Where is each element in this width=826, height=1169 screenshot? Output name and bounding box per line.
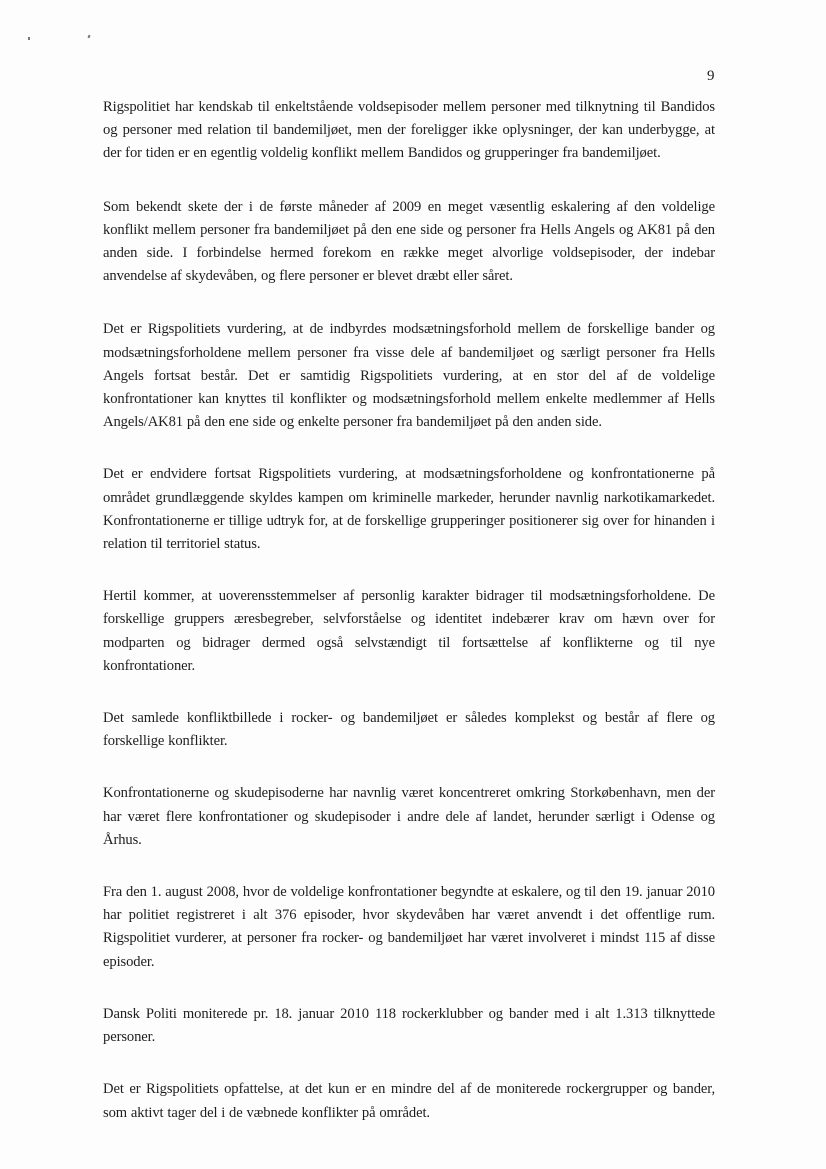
scan-speck	[28, 37, 30, 40]
paragraph: Det er Rigspolitiets vurdering, at de indbyrdes modsætningsforhold mellem de forskellige bander og modsætningsforholdene mellem personer fra visse dele af bandemiljøet og særligt personer fra Hells Angels fortsat består. Det er samtidig Rigspolitiets vurdering, at en stor del af de voldelige konfrontationer kan knyttes til konflikter og modsætningsforhold mellem enkelte medlemmer af Hells Angels/AK81 på den ene side og enkelte personer fra bandemiljøet på den anden side.	[103, 321, 715, 431]
paragraph: Konfrontationerne og skudepisoderne har navnlig været koncentreret omkring Storkøbenhavn, men der har været flere konfrontationer og skudepisoder i andre dele af landet, herunder særligt i Odense og Århus.	[103, 785, 715, 848]
page-number: 9	[707, 68, 715, 84]
scan-speck	[88, 35, 91, 39]
paragraph: Det er Rigspolitiets opfattelse, at det kun er en mindre del af de moniterede rockergrupper og bander, som aktivt tager del i de væbnede konflikter på området.	[103, 1081, 715, 1121]
paragraph: Hertil kommer, at uoverensstemmelser af personlig karakter bidrager til modsætningsforholdene. De forskellige gruppers æresbegreber, selvforståelse og identitet indebærer krav om hævn over for modparten og bidrager dermed også selvstændigt til fortsættelse af konflikterne og til nye konfrontationer.	[103, 588, 715, 674]
paragraph: Fra den 1. august 2008, hvor de voldelige konfrontationer begyndte at eskalere, og til den 19. januar 2010 har politiet registreret i alt 376 episoder, hvor skydevåben har været anvendt i det offentlige rum. Rigspolitiet vurderer, at personer fra rocker- og bandemiljøet har været involveret i mindst 115 af disse episoder.	[103, 884, 715, 970]
paragraph: Dansk Politi moniterede pr. 18. januar 2010 118 rockerklubber og bander med i alt 1.313 tilknyttede personer.	[103, 1005, 715, 1046]
paragraph: Det samlede konfliktbillede i rocker- og bandemiljøet er således komplekst og består af flere og forskellige konflikter.	[103, 710, 715, 750]
paragraph: Rigspolitiet har kendskab til enkeltstående voldsepisoder mellem personer med tilknytning til Bandidos og personer med relation til bandemiljøet, men der foreligger ikke oplysninger, der kan underbygge, at der for tiden er en egentlig voldelig konflikt mellem Bandidos og grupperinger fra bandemiljøet.	[103, 99, 715, 162]
paragraph: Det er endvidere fortsat Rigspolitiets vurdering, at modsætningsforholdene og konfrontationerne på området grundlæggende skyldes kampen om kriminelle markeder, herunder navnlig narkotikamarkedet. Konfrontationerne er tillige udtryk for, at de forskellige grupperinger positionerer sig over for hinanden i relation til territoriel status.	[103, 466, 715, 553]
body-text	[103, 96, 715, 1154]
paragraph: Som bekendt skete der i de første måneder af 2009 en meget væsentlig eskalering af den voldelige konflikt mellem personer fra bandemiljøet på den ene side og personer fra Hells Angels og AK81 på den anden side. I forbindelse hermed forekom en række meget alvorlige voldsepisoder, der indebar anvendelse af skydevåben, og flere personer er blevet dræbt eller såret.	[103, 198, 715, 285]
